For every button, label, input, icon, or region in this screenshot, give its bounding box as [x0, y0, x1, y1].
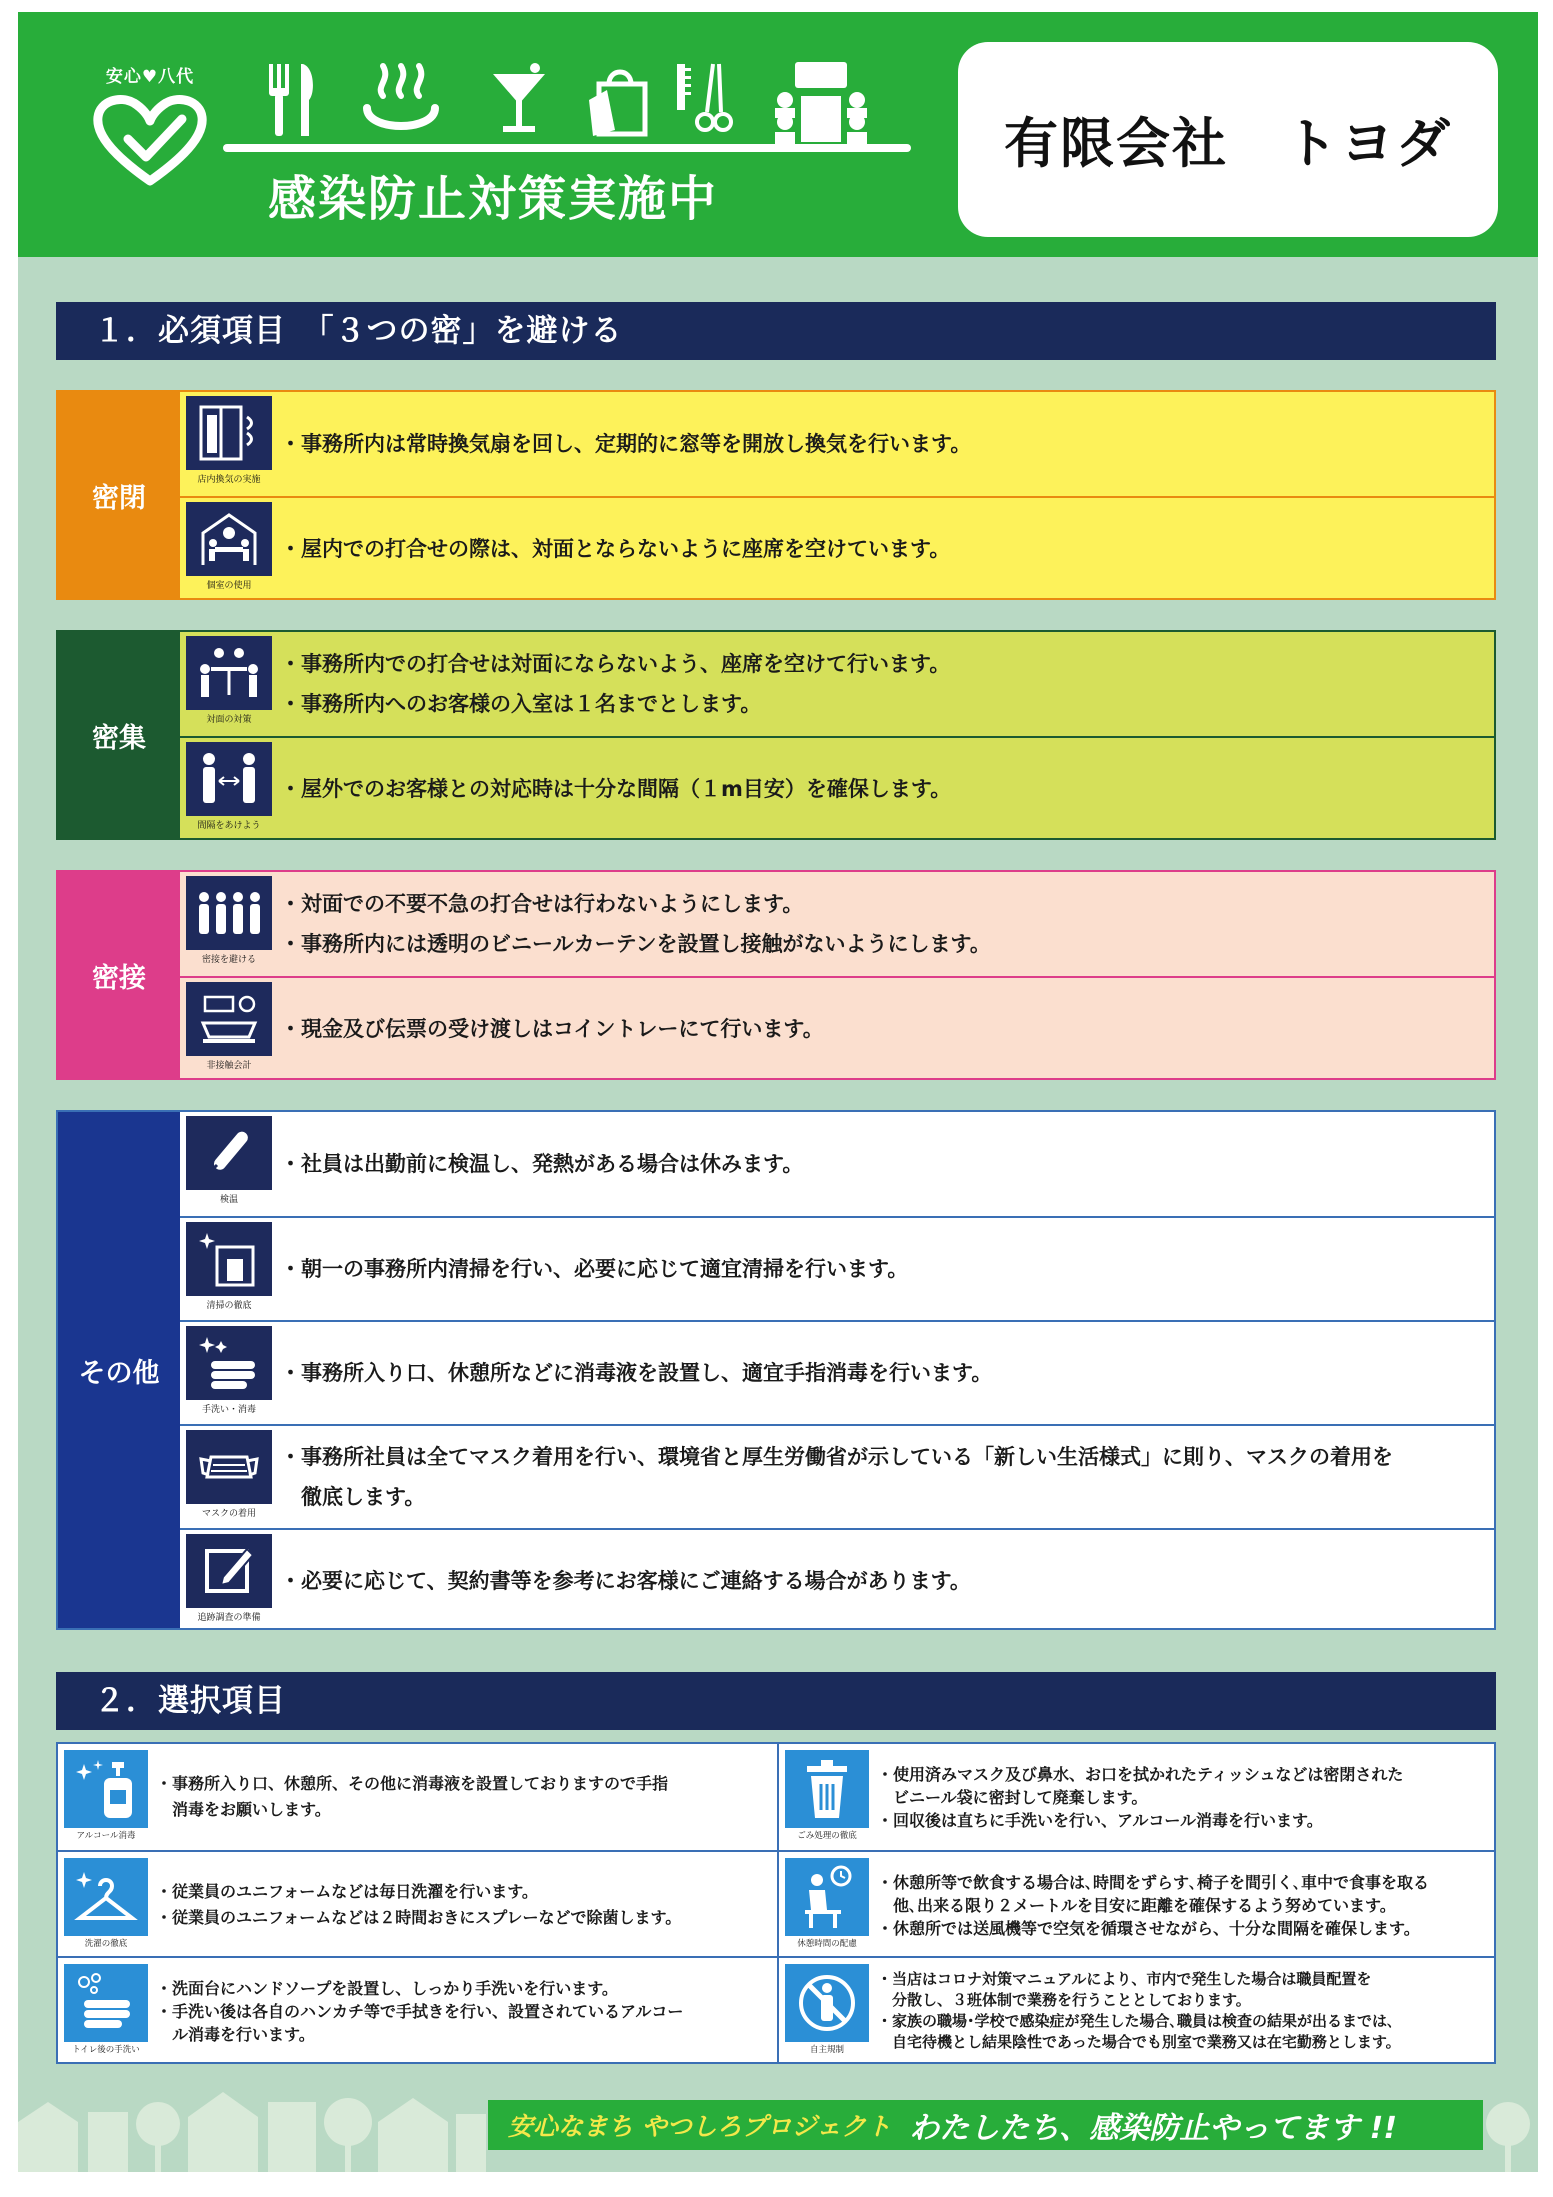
cell-text: ・休憩所等で飲食する場合は､時間をずらす､椅子を間引く､車中で食事を取る 他､出来る限り２メートルを目安に距離を確保するよう努めています。 ・休憩所では送風機等で空気を循環させながら、十分な間隔を確保します。: [877, 1872, 1430, 1938]
face-to-face-icon: [197, 643, 261, 703]
section1-title: １．必須項目 「３つの密」を避ける: [56, 302, 1496, 360]
hot-spring-icon: [361, 60, 441, 140]
header: [18, 12, 1538, 257]
heart-check-icon: [90, 93, 210, 188]
list-item: [779, 1958, 1498, 2064]
list-item: [180, 496, 1494, 600]
row-icon: 間隔をあけよう: [186, 742, 272, 831]
page-title: 感染防止対策実施中: [268, 171, 719, 227]
group-label: 密集: [58, 632, 180, 838]
list-item: [180, 976, 1494, 1080]
group-other: [56, 1110, 1496, 1630]
row-icon: 清掃の徹底: [186, 1222, 272, 1311]
list-item: [779, 1744, 1498, 1850]
footer-slogan: わたしたち、感染防止やってます !!: [909, 2111, 1398, 2146]
private-room-icon: [197, 509, 261, 569]
group-rows: [180, 1112, 1494, 1628]
cell-icon: トイレ後の手洗い: [64, 1964, 148, 2055]
cell-icon: ごみ処理の徹底: [785, 1750, 869, 1841]
row-icon: 検温: [186, 1116, 272, 1205]
list-item: [180, 632, 1494, 736]
list-item: [180, 1216, 1494, 1320]
cell-text: ・事務所入り口、休憩所、その他に消毒液を設置しておりますので手指 消毒をお願いします。: [156, 1774, 669, 1819]
footer-project: 安心なまち やつしろプロジェクト: [508, 2112, 892, 2141]
group-misshu: [56, 630, 1496, 840]
group-label: 密接: [58, 872, 180, 1078]
company-name: 有限会社 トヨダ: [1004, 112, 1452, 175]
cleaning-icon: [197, 1229, 261, 1289]
hand-wash-icon: [74, 1970, 138, 2036]
company-box: [958, 42, 1498, 237]
row-text: ・必要に応じて、契約書等を参考にお客様にご連絡する場合があります。: [280, 1569, 971, 1593]
cell-icon: 休憩時間の配慮: [785, 1858, 869, 1949]
footer-banner: [488, 2100, 1483, 2150]
row-text: ・事務所内での打合せは対面にならないよう、座席を空けて行います。 ・事務所内へのお客様の入室は１名までとします。: [280, 652, 951, 716]
row-icon: 対面の対策: [186, 636, 272, 725]
row-text: ・社員は出勤前に検温し、発熱がある場合は休みます。: [280, 1152, 804, 1176]
list-item: [180, 872, 1494, 976]
list-item: [180, 1424, 1494, 1528]
row-icon: 個室の使用: [186, 502, 272, 591]
social-distance-icon: [197, 749, 261, 809]
mask-icon: [197, 1437, 261, 1497]
edit-note-icon: [199, 1541, 259, 1601]
window-ventilation-icon: [197, 403, 261, 463]
no-entry-person-icon: [795, 1970, 859, 2036]
row-icon: マスクの着用: [186, 1430, 272, 1519]
section2-title: ２．選択項目: [56, 1672, 1496, 1730]
cell-text: ・従業員のユニフォームなどは毎日洗濯を行います。 ・従業員のユニフォームなどは２時間おきにスプレーなどで除菌します。: [156, 1882, 682, 1927]
row-icon: 手洗い・消毒: [186, 1326, 272, 1415]
list-item: [779, 1852, 1498, 1958]
row-text: ・屋外でのお客様との対応時は十分な間隔（１m目安）を確保します。: [280, 777, 952, 801]
row-icon: 非接触会計: [186, 982, 272, 1071]
group-rows: [180, 632, 1494, 838]
group-label: その他: [58, 1112, 180, 1628]
list-item: [180, 1320, 1494, 1424]
hand-sanitize-icon: [197, 1333, 261, 1393]
cocktail-icon: [489, 60, 549, 140]
cell-icon: アルコール消毒: [64, 1750, 148, 1841]
coin-tray-icon: [197, 989, 261, 1049]
row-text: ・対面での不要不急の打合せは行わないようにします。 ・事務所内には透明のビニールカーテンを設置し接触がないようにします。: [280, 892, 991, 956]
list-item: [180, 1112, 1494, 1216]
group-label: 密閉: [58, 392, 180, 598]
list-item: [180, 392, 1494, 496]
list-item: [180, 736, 1494, 840]
group-missetsu: [56, 870, 1496, 1080]
row-text: ・現金及び伝票の受け渡しはコイントレーにて行います。: [280, 1017, 824, 1041]
logo-text: 安心♥八代: [105, 67, 195, 87]
row-text: ・事務所内は常時換気扇を回し、定期的に窓等を開放し換気を行います。: [280, 432, 972, 456]
cell-text: ・洗面台にハンドソープを設置し、しっかり手洗いを行います。 ・手洗い後は各自のハンカチ等で手拭きを行い、設置されているアルコー ル消毒を行います。: [156, 1978, 684, 2044]
fork-knife-icon: [263, 60, 323, 140]
avoid-contact-icon: [194, 883, 264, 943]
shopping-bag-icon: [585, 60, 655, 140]
row-icon: 密接を避ける: [186, 876, 272, 965]
row-icon: 追跡調査の準備: [186, 1534, 272, 1623]
alcohol-bottle-icon: [74, 1756, 138, 1822]
list-item: [58, 1852, 777, 1958]
cell-text: ・使用済みマスク及び鼻水、お口を拭かれたティッシュなどは密閉された ビニール袋に密封して廃棄します。 ・回収後は直ちに手洗いを行い、アルコール消毒を行います。: [877, 1764, 1404, 1830]
row-text: ・屋内での打合せの際は、対面とならないように座席を空けています。: [280, 537, 951, 561]
row-text: ・事務所入り口、休憩所などに消毒液を設置し、適宜手指消毒を行います。: [280, 1361, 993, 1385]
break-time-icon: [795, 1864, 859, 1930]
hanger-icon: [74, 1864, 138, 1930]
scissors-comb-icon: [673, 60, 733, 140]
cell-icon: 洗濯の徹底: [64, 1858, 148, 1949]
poster: [18, 12, 1538, 2172]
group-rows: [180, 872, 1494, 1078]
meeting-table-icon: [771, 60, 871, 150]
group-rows: [180, 392, 1494, 598]
row-text: ・朝一の事務所内清掃を行い、必要に応じて適宜清掃を行います。: [280, 1257, 909, 1281]
thermometer-icon: [199, 1123, 259, 1183]
list-item: [58, 1958, 777, 2064]
list-item: [58, 1744, 777, 1850]
cell-icon: 自主規制: [785, 1964, 869, 2055]
cell-text: ・当店はコロナ対策マニュアルにより、市内で発生した場合は職員配置を 分散し、３班体制で業務を行うこととしております。 ・家族の職場･学校で感染症が発生した場合､職員は検査の結果が出るまでは､ 自宅待機とし結果陰性であった場合でも別室で業務又は在宅勤務とします。: [877, 1970, 1401, 2051]
yatsushiro-logo: [80, 62, 220, 188]
row-text: ・事務所社員は全てマスク着用を行い、環境省と厚生労働省が示している「新しい生活様式」に則り、マスクの着用を 徹底します。: [280, 1445, 1393, 1509]
row-icon: 店内換気の実施: [186, 396, 272, 485]
selection-grid: [56, 1742, 1496, 2064]
list-item: [180, 1528, 1494, 1632]
group-mippei: [56, 390, 1496, 600]
header-divider: [223, 144, 911, 152]
trash-can-icon: [797, 1756, 857, 1822]
